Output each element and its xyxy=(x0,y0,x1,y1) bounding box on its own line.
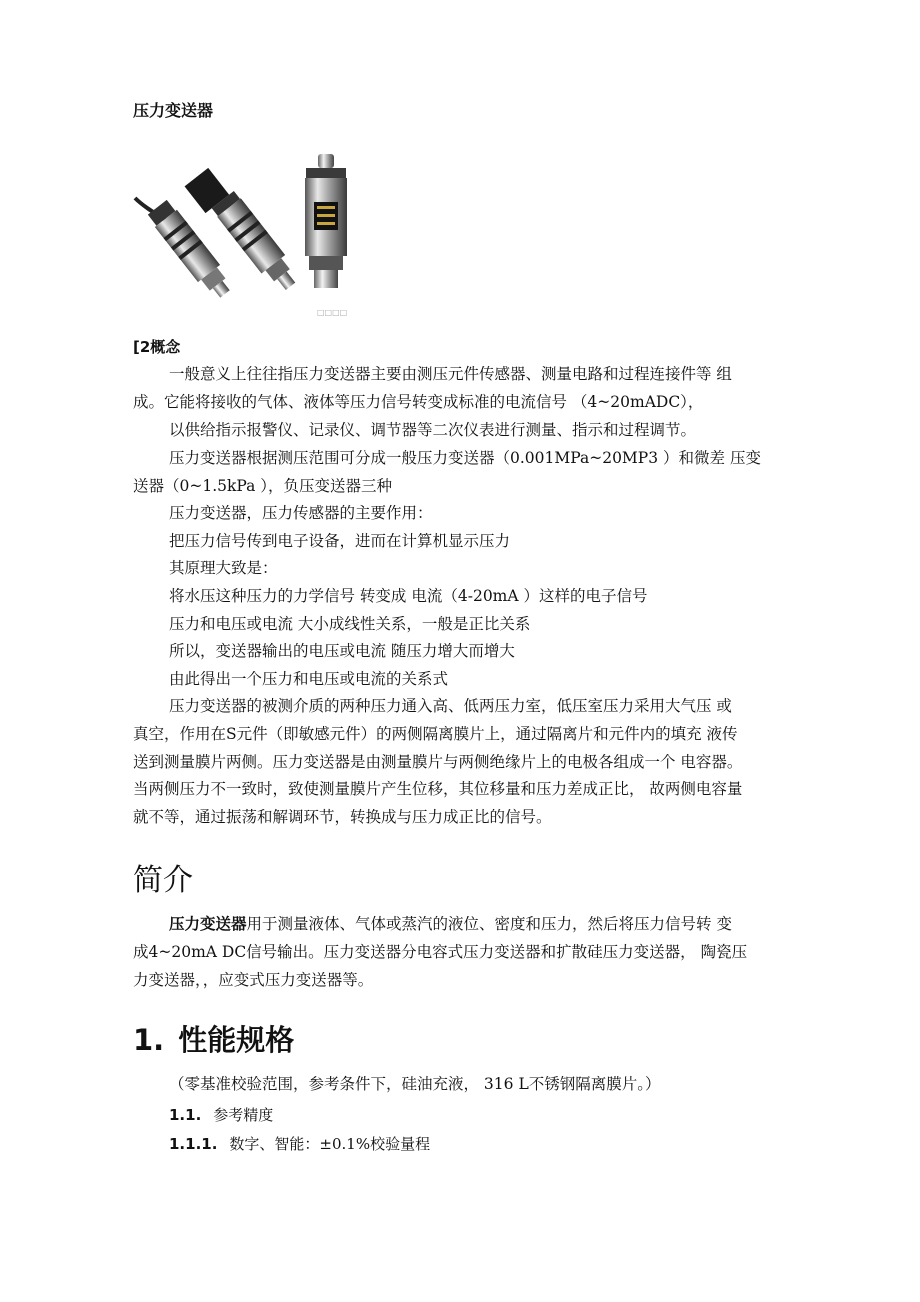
intro-line-rest: 用于测量液体、气体或蒸汽的液位、密度和压力，然后将压力信号转 变 xyxy=(246,915,732,933)
intro-heading: 简介 xyxy=(133,863,193,898)
intro-keyword: 压力变送器 xyxy=(169,914,247,933)
concept-line: 送器（0~1.5kPa ），负压变送器三种 xyxy=(133,477,393,495)
concept-line: 压力变送器的被测介质的两种压力通入高、低两压力室，低压室压力采用大气压 或 xyxy=(169,697,732,715)
photo-caption: □□□□ xyxy=(317,308,348,317)
spec-item-number: 1.1.1. xyxy=(169,1135,218,1153)
spec-item-text: 数字、智能：±0.1%校验量程 xyxy=(229,1135,431,1153)
concept-heading: [2概念 xyxy=(133,338,181,356)
concept-line: 就不等，通过振荡和解调环节，转换成与压力成正比的信号。 xyxy=(133,808,552,826)
concept-line: 由此得出一个压力和电压或电流的关系式 xyxy=(169,670,449,688)
spec-heading-number: 1. xyxy=(133,1023,165,1057)
intro-line: 力变送器，，应变式压力变送器等。 xyxy=(133,971,374,989)
concept-line: 成。它能将接收的气体、液体等压力信号转变成标准的电流信号 （4~20mADC）， xyxy=(133,393,704,411)
concept-line: 把压力信号传到电子设备，进而在计算机显示压力 xyxy=(169,532,511,550)
concept-line: 将水压这种压力的力学信号 转变成 电流（4-20mA ）这样的电子信号 xyxy=(169,587,648,605)
intro-line: 成4~20mA DC信号输出。压力变送器分电容式压力变送器和扩散硅压力变送器， 陶瓷压 xyxy=(133,943,748,961)
concept-line: 送到测量膜片两侧。压力变送器是由测量膜片与两侧绝缘片上的电极各组成一个 电容器。 xyxy=(133,753,743,771)
spec-item-number: 1.1. xyxy=(169,1106,202,1124)
concept-line: 压力变送器，压力传感器的主要作用： xyxy=(169,504,433,522)
concept-line: 真空，作用在S元件（即敏感元件）的两侧隔离膜片上，通过隔离片和元件内的填充 液传 xyxy=(133,725,738,743)
spec-item-text: 参考精度 xyxy=(213,1106,274,1124)
spec-item xyxy=(169,1133,430,1154)
concept-line: 一般意义上往往指压力变送器主要由测压元件传感器、测量电路和过程连接件等 组 xyxy=(169,365,732,383)
intro-line xyxy=(169,914,732,934)
concept-line: 压力变送器根据测压范围可分成一般压力变送器（0.001MPa~20MP3 ）和微差 压变 xyxy=(169,449,761,467)
spec-note: （零基准校验范围，参考条件下，硅油充液， 316 L不锈钢隔离膜片。） xyxy=(169,1075,661,1093)
spec-heading-text: 性能规格 xyxy=(178,1023,295,1057)
concept-line: 以供给指示报警仪、记录仪、调节器等二次仪表进行测量、指示和过程调节。 xyxy=(169,421,697,439)
concept-line: 其原理大致是： xyxy=(169,559,278,577)
concept-line: 压力和电压或电流 大小成线性关系，一般是正比关系 xyxy=(169,615,531,633)
concept-line: 当两侧压力不一致时，致使测量膜片产生位移，其位移量和压力差成正比， 故两侧电容量 xyxy=(133,780,743,798)
spec-item xyxy=(169,1104,273,1125)
concept-line: 所以，变送器输出的电压或电流 随压力增大而增大 xyxy=(169,642,515,660)
spec-heading xyxy=(133,1018,294,1059)
pressure-transmitter-photo xyxy=(133,148,353,326)
document-title: 压力变送器 xyxy=(133,101,214,120)
